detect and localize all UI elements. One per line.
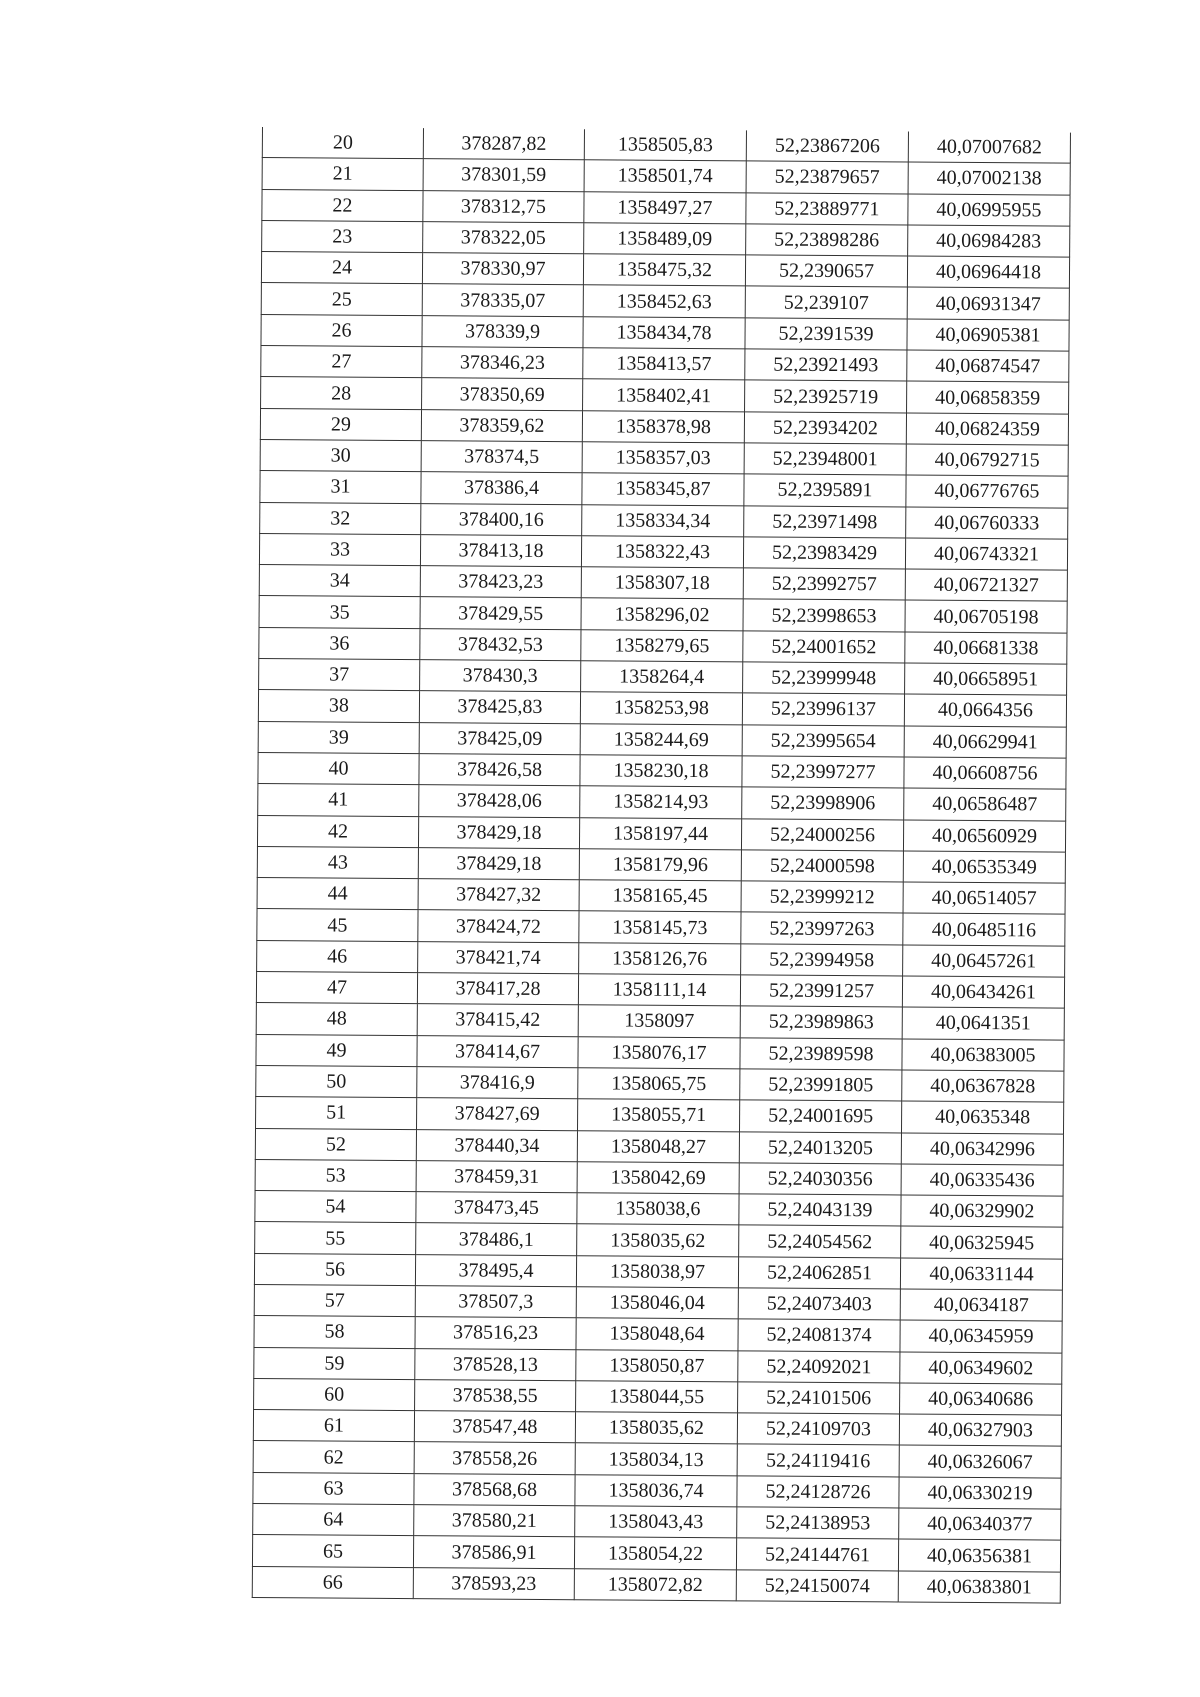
x-coordinate-cell: 378359,62 [421, 409, 582, 441]
longitude-cell: 40,06326067 [899, 1445, 1061, 1477]
y-coordinate-cell: 1358145,73 [579, 911, 741, 943]
x-coordinate-cell: 378425,83 [419, 691, 580, 723]
y-coordinate-cell: 1358214,93 [580, 786, 742, 818]
longitude-cell: 40,06367828 [902, 1070, 1064, 1102]
latitude-cell: 52,2390657 [745, 255, 907, 287]
coordinates-table-body [252, 127, 1070, 1603]
y-coordinate-cell: 1358279,65 [581, 629, 743, 661]
longitude-cell: 40,0641351 [902, 1007, 1064, 1039]
point-number-cell: 47 [256, 971, 417, 1003]
latitude-cell: 52,23997277 [742, 756, 904, 788]
x-coordinate-cell: 378459,31 [416, 1160, 577, 1192]
x-coordinate-cell: 378287,82 [423, 128, 584, 160]
y-coordinate-cell: 1358038,6 [577, 1193, 739, 1225]
y-coordinate-cell: 1358402,41 [583, 379, 745, 411]
longitude-cell: 40,06345959 [900, 1320, 1062, 1352]
x-coordinate-cell: 378427,69 [417, 1098, 578, 1130]
x-coordinate-cell: 378425,09 [419, 722, 580, 754]
point-number-cell: 44 [257, 878, 418, 910]
latitude-cell: 52,239107 [745, 286, 907, 318]
point-number-cell: 29 [260, 408, 421, 440]
latitude-cell: 52,23996137 [742, 693, 904, 725]
y-coordinate-cell: 1358097 [578, 1005, 740, 1037]
longitude-cell: 40,06342996 [901, 1132, 1063, 1164]
x-coordinate-cell: 378350,69 [422, 378, 583, 410]
point-number-cell: 54 [255, 1191, 416, 1223]
longitude-cell: 40,06434261 [902, 976, 1064, 1008]
point-number-cell: 46 [257, 940, 418, 972]
longitude-cell: 40,06608756 [904, 757, 1066, 789]
x-coordinate-cell: 378346,23 [422, 347, 583, 379]
longitude-cell: 40,06984283 [908, 225, 1070, 257]
point-number-cell: 45 [257, 909, 418, 941]
latitude-cell: 52,24013205 [739, 1131, 901, 1163]
point-number-cell: 27 [261, 346, 422, 378]
latitude-cell: 52,24000256 [741, 818, 903, 850]
point-number-cell: 39 [258, 721, 419, 753]
y-coordinate-cell: 1358497,27 [584, 191, 746, 223]
y-coordinate-cell: 1358334,34 [582, 504, 744, 536]
y-coordinate-cell: 1358054,22 [574, 1537, 736, 1569]
point-number-cell: 55 [255, 1222, 416, 1254]
x-coordinate-cell: 378586,91 [413, 1536, 574, 1568]
coordinates-table [252, 127, 1071, 1604]
y-coordinate-cell: 1358034,13 [575, 1443, 737, 1475]
point-number-cell: 63 [253, 1472, 414, 1504]
point-number-cell: 33 [259, 533, 420, 565]
y-coordinate-cell: 1358111,14 [578, 974, 740, 1006]
y-coordinate-cell: 1358345,87 [582, 473, 744, 505]
x-coordinate-cell: 378429,18 [418, 847, 579, 879]
longitude-cell: 40,06905381 [907, 319, 1069, 351]
latitude-cell: 52,2391539 [745, 318, 907, 350]
point-number-cell: 36 [259, 627, 420, 659]
latitude-cell: 52,23997263 [741, 912, 903, 944]
y-coordinate-cell: 1358378,98 [582, 410, 744, 442]
y-coordinate-cell: 1358050,87 [576, 1349, 738, 1381]
y-coordinate-cell: 1358043,43 [575, 1506, 737, 1538]
y-coordinate-cell: 1358475,32 [583, 254, 745, 286]
y-coordinate-cell: 1358253,98 [580, 692, 742, 724]
longitude-cell: 40,07007682 [908, 132, 1070, 164]
longitude-cell: 40,06330219 [899, 1477, 1061, 1509]
point-number-cell: 24 [261, 252, 422, 284]
longitude-cell: 40,06586487 [904, 788, 1066, 820]
latitude-cell: 52,24109703 [737, 1413, 899, 1445]
latitude-cell: 52,23992757 [743, 568, 905, 600]
y-coordinate-cell: 1358126,76 [579, 942, 741, 974]
longitude-cell: 40,06931347 [907, 287, 1069, 319]
latitude-cell: 52,23989863 [740, 1006, 902, 1038]
x-coordinate-cell: 378400,16 [421, 503, 582, 535]
y-coordinate-cell: 1358072,82 [574, 1568, 736, 1600]
longitude-cell: 40,06874547 [907, 350, 1069, 382]
y-coordinate-cell: 1358048,64 [576, 1318, 738, 1350]
point-number-cell: 51 [256, 1097, 417, 1129]
x-coordinate-cell: 378339,9 [422, 315, 583, 347]
longitude-cell: 40,06331144 [900, 1258, 1062, 1290]
latitude-cell: 52,23898286 [746, 224, 908, 256]
point-number-cell: 58 [254, 1316, 415, 1348]
point-number-cell: 20 [262, 127, 423, 159]
y-coordinate-cell: 1358076,17 [578, 1036, 740, 1068]
longitude-cell: 40,06356381 [898, 1539, 1060, 1571]
y-coordinate-cell: 1358197,44 [579, 817, 741, 849]
longitude-cell: 40,06743321 [905, 538, 1067, 570]
point-number-cell: 40 [258, 752, 419, 784]
latitude-cell: 52,23994958 [741, 944, 903, 976]
y-coordinate-cell: 1358505,83 [584, 129, 746, 161]
latitude-cell: 52,23889771 [746, 192, 908, 224]
x-coordinate-cell: 378312,75 [423, 190, 584, 222]
longitude-cell: 40,06340686 [900, 1383, 1062, 1415]
latitude-cell: 52,23999948 [743, 662, 905, 694]
longitude-cell: 40,06776765 [906, 475, 1068, 507]
latitude-cell: 52,23879657 [746, 161, 908, 193]
latitude-cell: 52,24101506 [738, 1382, 900, 1414]
latitude-cell: 52,24073403 [738, 1288, 900, 1320]
y-coordinate-cell: 1358048,27 [577, 1130, 739, 1162]
x-coordinate-cell: 378593,23 [413, 1567, 574, 1599]
longitude-cell: 40,06964418 [907, 256, 1069, 288]
y-coordinate-cell: 1358489,09 [584, 223, 746, 255]
point-number-cell: 60 [254, 1378, 415, 1410]
point-number-cell: 43 [257, 846, 418, 878]
point-number-cell: 52 [255, 1128, 416, 1160]
longitude-cell: 40,06792715 [906, 444, 1068, 476]
point-number-cell: 49 [256, 1034, 417, 1066]
y-coordinate-cell: 1358413,57 [583, 348, 745, 380]
y-coordinate-cell: 1358035,62 [575, 1412, 737, 1444]
point-number-cell: 62 [253, 1441, 414, 1473]
point-number-cell: 25 [261, 283, 422, 315]
latitude-cell: 52,24144761 [736, 1538, 898, 1570]
x-coordinate-cell: 378428,06 [419, 785, 580, 817]
point-number-cell: 23 [262, 220, 423, 252]
point-number-cell: 38 [258, 690, 419, 722]
x-coordinate-cell: 378486,1 [416, 1223, 577, 1255]
x-coordinate-cell: 378413,18 [420, 534, 581, 566]
longitude-cell: 40,06629941 [904, 726, 1066, 758]
longitude-cell: 40,06457261 [903, 945, 1065, 977]
x-coordinate-cell: 378547,48 [414, 1411, 575, 1443]
x-coordinate-cell: 378415,42 [417, 1004, 578, 1036]
longitude-cell: 40,06535349 [903, 851, 1065, 883]
point-number-cell: 32 [260, 502, 421, 534]
latitude-cell: 52,23999212 [741, 881, 903, 913]
y-coordinate-cell: 1358296,02 [581, 598, 743, 630]
x-coordinate-cell: 378429,55 [420, 597, 581, 629]
latitude-cell: 52,24043139 [739, 1194, 901, 1226]
x-coordinate-cell: 378432,53 [420, 628, 581, 660]
y-coordinate-cell: 1358307,18 [581, 567, 743, 599]
longitude-cell: 40,06485116 [903, 913, 1065, 945]
y-coordinate-cell: 1358036,74 [575, 1474, 737, 1506]
longitude-cell: 40,0635348 [901, 1101, 1063, 1133]
longitude-cell: 40,06560929 [903, 820, 1065, 852]
point-number-cell: 53 [255, 1159, 416, 1191]
point-number-cell: 28 [261, 377, 422, 409]
y-coordinate-cell: 1358179,96 [579, 849, 741, 881]
longitude-cell: 40,06327903 [899, 1414, 1061, 1446]
point-number-cell: 35 [259, 596, 420, 628]
x-coordinate-cell: 378414,67 [417, 1035, 578, 1067]
y-coordinate-cell: 1358230,18 [580, 755, 742, 787]
latitude-cell: 52,24092021 [738, 1350, 900, 1382]
longitude-cell: 40,06325945 [901, 1226, 1063, 1258]
x-coordinate-cell: 378440,34 [416, 1129, 577, 1161]
longitude-cell: 40,06340377 [899, 1508, 1061, 1540]
latitude-cell: 52,23991257 [740, 975, 902, 1007]
x-coordinate-cell: 378421,74 [418, 941, 579, 973]
x-coordinate-cell: 378417,28 [417, 973, 578, 1005]
latitude-cell: 52,23998906 [742, 787, 904, 819]
longitude-cell: 40,07002138 [908, 162, 1070, 194]
point-number-cell: 26 [261, 314, 422, 346]
point-number-cell: 59 [254, 1347, 415, 1379]
latitude-cell: 52,23934202 [744, 412, 906, 444]
point-number-cell: 42 [257, 815, 418, 847]
x-coordinate-cell: 378430,3 [420, 660, 581, 692]
x-coordinate-cell: 378507,3 [415, 1286, 576, 1318]
x-coordinate-cell: 378516,23 [415, 1317, 576, 1349]
x-coordinate-cell: 378568,68 [414, 1473, 575, 1505]
y-coordinate-cell: 1358035,62 [577, 1224, 739, 1256]
x-coordinate-cell: 378301,59 [423, 159, 584, 191]
longitude-cell: 40,0634187 [900, 1289, 1062, 1321]
longitude-cell: 40,06658951 [905, 663, 1067, 695]
latitude-cell: 52,24128726 [737, 1476, 899, 1508]
latitude-cell: 52,24150074 [736, 1570, 898, 1602]
longitude-cell: 40,06329902 [901, 1195, 1063, 1227]
y-coordinate-cell: 1358042,69 [577, 1162, 739, 1194]
longitude-cell: 40,06349602 [900, 1352, 1062, 1384]
latitude-cell: 52,24000598 [741, 850, 903, 882]
latitude-cell: 52,24119416 [737, 1444, 899, 1476]
latitude-cell: 52,24001652 [743, 631, 905, 663]
y-coordinate-cell: 1358038,97 [576, 1255, 738, 1287]
point-number-cell: 65 [252, 1535, 413, 1567]
x-coordinate-cell: 378374,5 [421, 441, 582, 473]
y-coordinate-cell: 1358244,69 [580, 723, 742, 755]
point-number-cell: 57 [254, 1284, 415, 1316]
x-coordinate-cell: 378330,97 [422, 253, 583, 285]
x-coordinate-cell: 378580,21 [414, 1505, 575, 1537]
x-coordinate-cell: 378426,58 [419, 754, 580, 786]
point-number-cell: 50 [256, 1065, 417, 1097]
latitude-cell: 52,23867206 [746, 130, 908, 162]
y-coordinate-cell: 1358065,75 [578, 1068, 740, 1100]
x-coordinate-cell: 378335,07 [422, 284, 583, 316]
latitude-cell: 52,24081374 [738, 1319, 900, 1351]
latitude-cell: 52,24054562 [739, 1225, 901, 1257]
table-row [252, 1566, 1060, 1603]
x-coordinate-cell: 378416,9 [417, 1067, 578, 1099]
x-coordinate-cell: 378473,45 [416, 1192, 577, 1224]
y-coordinate-cell: 1358044,55 [576, 1381, 738, 1413]
x-coordinate-cell: 378528,13 [415, 1348, 576, 1380]
point-number-cell: 61 [253, 1410, 414, 1442]
latitude-cell: 52,23998653 [743, 599, 905, 631]
longitude-cell: 40,06383801 [898, 1571, 1060, 1603]
x-coordinate-cell: 378386,4 [421, 472, 582, 504]
y-coordinate-cell: 1358357,03 [582, 442, 744, 474]
x-coordinate-cell: 378495,4 [415, 1254, 576, 1286]
latitude-cell: 52,23989598 [740, 1037, 902, 1069]
point-number-cell: 48 [256, 1003, 417, 1035]
point-number-cell: 31 [260, 471, 421, 503]
latitude-cell: 52,23991805 [740, 1069, 902, 1101]
latitude-cell: 52,23983429 [743, 537, 905, 569]
point-number-cell: 30 [260, 439, 421, 471]
x-coordinate-cell: 378322,05 [423, 222, 584, 254]
longitude-cell: 40,06824359 [906, 413, 1068, 445]
point-number-cell: 66 [252, 1566, 413, 1598]
latitude-cell: 52,24138953 [737, 1507, 899, 1539]
point-number-cell: 64 [253, 1504, 414, 1536]
latitude-cell: 52,23971498 [744, 505, 906, 537]
point-number-cell: 56 [254, 1253, 415, 1285]
point-number-cell: 41 [258, 784, 419, 816]
x-coordinate-cell: 378538,55 [415, 1379, 576, 1411]
latitude-cell: 52,24001695 [739, 1100, 901, 1132]
longitude-cell: 40,06858359 [907, 381, 1069, 413]
y-coordinate-cell: 1358165,45 [579, 880, 741, 912]
x-coordinate-cell: 378427,32 [418, 879, 579, 911]
y-coordinate-cell: 1358434,78 [583, 317, 745, 349]
point-number-cell: 34 [259, 565, 420, 597]
x-coordinate-cell: 378424,72 [418, 910, 579, 942]
point-number-cell: 21 [262, 158, 423, 190]
y-coordinate-cell: 1358055,71 [578, 1099, 740, 1131]
latitude-cell: 52,23948001 [744, 443, 906, 475]
latitude-cell: 52,23921493 [745, 349, 907, 381]
point-number-cell: 37 [259, 659, 420, 691]
x-coordinate-cell: 378423,23 [420, 566, 581, 598]
longitude-cell: 40,06335436 [901, 1164, 1063, 1196]
y-coordinate-cell: 1358322,43 [581, 536, 743, 568]
longitude-cell: 40,06760333 [906, 507, 1068, 539]
y-coordinate-cell: 1358452,63 [583, 285, 745, 317]
longitude-cell: 40,06721327 [905, 569, 1067, 601]
x-coordinate-cell: 378558,26 [414, 1442, 575, 1474]
longitude-cell: 40,06705198 [905, 600, 1067, 632]
latitude-cell: 52,24030356 [739, 1163, 901, 1195]
longitude-cell: 40,06383005 [902, 1039, 1064, 1071]
latitude-cell: 52,23925719 [745, 380, 907, 412]
latitude-cell: 52,23995654 [742, 725, 904, 757]
y-coordinate-cell: 1358046,04 [576, 1287, 738, 1319]
longitude-cell: 40,06514057 [903, 882, 1065, 914]
x-coordinate-cell: 378429,18 [418, 816, 579, 848]
point-number-cell: 22 [262, 189, 423, 221]
y-coordinate-cell: 1358264,4 [581, 661, 743, 693]
y-coordinate-cell: 1358501,74 [584, 160, 746, 192]
longitude-cell: 40,06681338 [905, 632, 1067, 664]
latitude-cell: 52,24062851 [738, 1257, 900, 1289]
latitude-cell: 52,2395891 [744, 474, 906, 506]
longitude-cell: 40,0664356 [904, 694, 1066, 726]
longitude-cell: 40,06995955 [908, 194, 1070, 226]
